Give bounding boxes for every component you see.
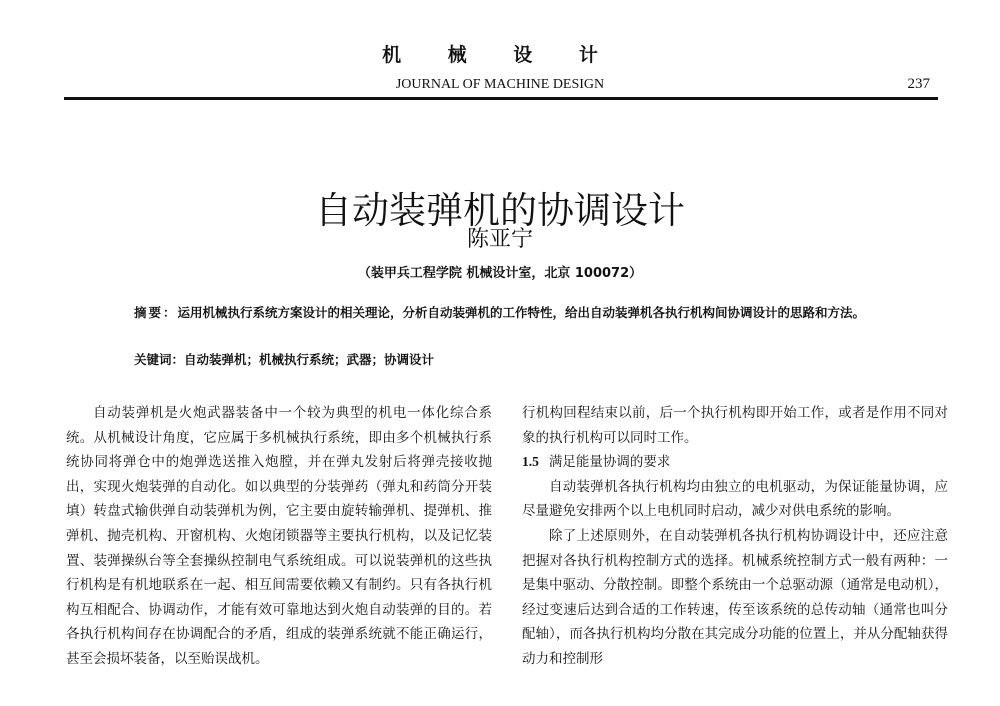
paragraph-continued: 行机构回程结束以前，后一个执行机构即开始工作，或者是作用不同对象的执行机构可以同时工作。 bbox=[522, 405, 948, 446]
abstract-text: 运用机械执行系统方案设计的相关理论，分析自动装弹机的工作特性，给出自动装弹机各执行机构间协调设计的思路和方法。 bbox=[177, 305, 866, 320]
abstract bbox=[98, 301, 908, 325]
keywords bbox=[134, 350, 914, 368]
intro-paragraph: 自动装弹机是火炮武器装备中一个较为典型的机电一体化综合系统。从机械设计角度，它应属于多机械执行系统，即由多个机械执行系统协同将弹仓中的炮弹选送推入炮膛，并在弹丸发射后将弹壳接收抛出，实现火炮装弹的自动化。如以典型的分装弹药（弹丸和药筒分开装填）转盘式输供弹自动装弹机为例，它主要由旋转输弹机、提弹机、推弹机、抛壳机构、开窗机构、火炮闭锁器等主要执行机构，以及记忆装置、装弹操纵台等全套操纵控制电气系统组成。可以说装弹机的这些执行机构是有机地联系在一起、相互间需要依赖又有制约。只有各执行机构互相配合、协调动作，才能有效可靠地达到火炮自动装弹的目的。若各执行机构间存在协调配合的矛盾，组成的装弹系统就不能正确运行，甚至会损坏装备，以至贻误战机。 bbox=[66, 405, 492, 667]
energy-paragraph: 自动装弹机各执行机构均由独立的电机驱动，为保证能量协调，应尽量避免安排两个以上电机同时启动，减少对供电系统的影响。 bbox=[522, 478, 948, 520]
section-title: 满足能量协调的要求 bbox=[548, 454, 671, 471]
section-heading bbox=[522, 450, 948, 475]
left-column bbox=[66, 401, 492, 672]
journal-title-en: JOURNAL OF MACHINE DESIGN bbox=[395, 77, 605, 92]
header-rule bbox=[64, 97, 938, 100]
keywords-text: 自动装弹机；机械执行系统；武器；协调设计 bbox=[184, 352, 435, 367]
keywords-label: 关键词： bbox=[134, 352, 185, 367]
article-title: 自动装弹机的协调设计 bbox=[315, 188, 685, 232]
section-number: 1.5 bbox=[522, 454, 539, 470]
right-column bbox=[522, 401, 948, 672]
journal-title-cn: 机 械 设 计 bbox=[382, 44, 618, 66]
abstract-label: 摘要： bbox=[134, 305, 178, 320]
control-paragraph: 除了上述原则外，在自动装弹机各执行机构协调设计中，还应注意把握对各执行机构控制方式的选择。机械系统控制方式一般有两种：一是集中驱动、分散控制。即整个系统由一个总驱动源（通常是电动机），经过变速后达到合适的工作转速，传至该系统的总传动轴（通常也叫分配轴），而各执行机构均分散在其完成分功能的位置上，并从分配轴获得动力和控制形 bbox=[522, 527, 948, 667]
author-affiliation: （装甲兵工程学院 机械设计室，北京 100072） bbox=[357, 266, 643, 281]
author-name: 陈亚宁 bbox=[466, 227, 533, 252]
page-number: 237 bbox=[907, 76, 930, 92]
